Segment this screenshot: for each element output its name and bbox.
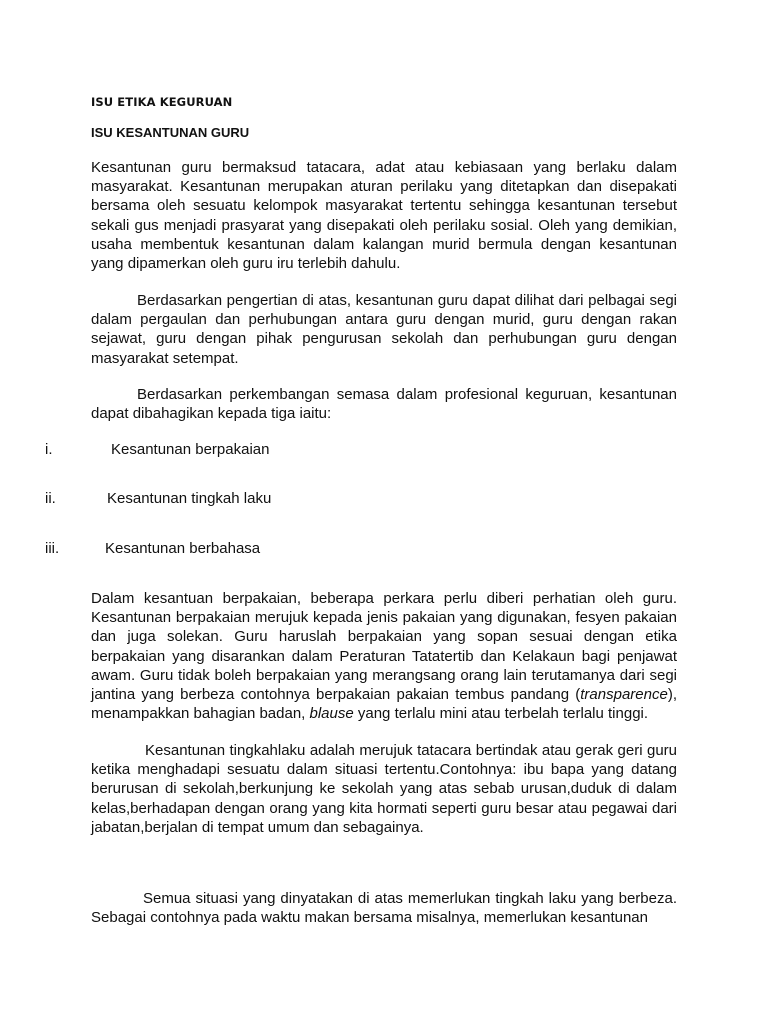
list-item-text: Kesantunan berpakaian xyxy=(111,441,270,458)
paragraph-attire-italic-2: blause xyxy=(309,705,354,723)
paragraph-behaviour xyxy=(91,741,677,837)
paragraph-definition-text: Kesantunan guru bermaksud tatacara, adat atau kebiasaan yang berlaku dalam masyarakat. Kesantunan merupakan aturan perilaku yang ditetapkan dan disepakati bersama oleh sesuatu kelompok masyarakat tertentu sehingga kesantunan tersebut sekali gus menjadi prasyarat yang disepakati oleh perilaku sosial. Oleh yang demikian, usaha membentuk kesantunan dalam kalangan murid bermula dengan kesantunan yang dipamerkan oleh guru iru terlebih dahulu. xyxy=(91,159,677,273)
paragraph-categories-text: Berdasarkan perkembangan semasa dalam profesional keguruan, kesantunan dapat dibahagikan kepada tiga iaitu: xyxy=(91,386,677,423)
paragraph-attire xyxy=(91,589,677,723)
list-item-text: Kesantunan tingkah laku xyxy=(107,490,272,507)
paragraph-attire-text-2: ), menampakkan bahagian badan, xyxy=(91,686,677,723)
list-item-text: Kesantunan berbahasa xyxy=(105,540,261,557)
paragraph-situations xyxy=(91,889,677,927)
paragraph-situations-text: Semua situasi yang dinyatakan di atas memerlukan tingkah laku yang berbeza. Sebagai contohnya pada waktu makan bersama misalnya, memerlukan kesantunan xyxy=(91,890,677,927)
paragraph-attire-text-3: yang terlalu mini atau terbelah terlalu tinggi. xyxy=(353,705,649,723)
paragraph-definition xyxy=(91,158,677,273)
list-item-number: ii. xyxy=(45,490,56,507)
document-title: ISU ETIKA KEGURUAN xyxy=(91,95,233,109)
document-subtitle: ISU KESANTUNAN GURU xyxy=(91,125,250,140)
paragraph-attire-italic-1: transparence xyxy=(580,686,668,704)
list-item-number: i. xyxy=(45,441,53,458)
paragraph-behaviour-text: Kesantunan tingkahlaku adalah merujuk tatacara bertindak atau gerak geri guru ketika menghadapi sesuatu dalam situasi tertentu.Contohnya: ibu bapa yang datang berurusan di sekolah,berkunjung ke sekolah yang atas sebab urusan,duduk di dalam kelas,berhadapan dengan orang yang kita hormati seperti guru besar atau pegawai dari jabatan,berjalan di tempat umum dan sebagainya. xyxy=(91,742,677,836)
paragraph-attire-text-1: Dalam kesantuan berpakaian, beberapa perkara perlu diberi perhatian oleh guru. Kesantunan berpakaian merujuk kepada jenis pakaian yang digunakan, fesyen pakaian dan juga solekan. Guru haruslah berpakaian yang sopan sesuai dengan etika berpakaian yang disarankan dalam Peraturan Tatatertib dan Kelakaun bagi penjawat awam. Guru tidak boleh berpakaian yang merangsang orang lain terutamanya dari segi jantina yang berbeza contohnya berpakaian pakaian tembus pandang ( xyxy=(91,590,677,704)
list-item-number: iii. xyxy=(45,540,60,557)
paragraph-categories xyxy=(91,385,677,423)
paragraph-aspects-text: Berdasarkan pengertian di atas, kesantunan guru dapat dilihat dari pelbagai segi dalam pergaulan dan perhubungan antara guru dengan murid, guru dengan rakan sejawat, guru dengan pihak pengurusan sekolah dan perhubungan guru dengan masyarakat setempat. xyxy=(91,292,677,367)
paragraph-aspects xyxy=(91,291,677,368)
